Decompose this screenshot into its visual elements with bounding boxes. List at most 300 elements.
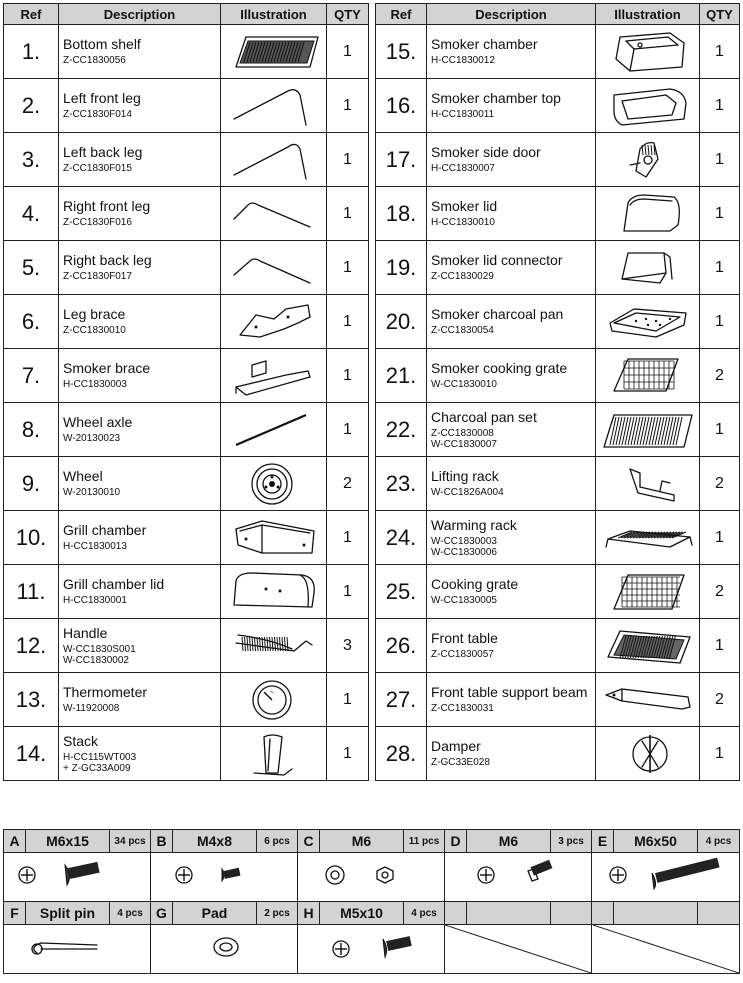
hardware-count: 4 pcs: [698, 830, 740, 853]
part-qty: 1: [327, 295, 369, 349]
smoker-chamber-icon: [600, 27, 696, 77]
part-illustration: [596, 241, 700, 295]
part-code: W-20130010: [63, 487, 121, 498]
part-illustration: [221, 79, 327, 133]
part-description: [59, 565, 221, 619]
part-name: Left front leg: [63, 90, 141, 106]
empty-cell: [551, 902, 592, 925]
hardware-name: M6x50: [614, 830, 698, 853]
part-qty: 1: [700, 25, 740, 79]
part-illustration: [596, 187, 700, 241]
part-name: Smoker cooking grate: [431, 360, 568, 376]
empty-cell: [467, 902, 551, 925]
part-qty: 1: [700, 187, 740, 241]
part-code: + Z-GC33A009: [63, 762, 131, 774]
part-qty: 1: [327, 133, 369, 187]
part-illustration: [596, 79, 700, 133]
part-row: [376, 133, 740, 187]
parts-table-right: [375, 3, 740, 781]
part-ref: 9.: [4, 457, 59, 511]
part-description: [59, 295, 221, 349]
parts-table-header: [4, 4, 369, 25]
part-ref: 13.: [4, 673, 59, 727]
right-back-leg-icon: [226, 243, 322, 293]
bolt-m6x50-icon: [596, 855, 736, 899]
part-description: [427, 295, 596, 349]
empty-cell: [698, 902, 740, 925]
part-name: Smoker chamber: [431, 36, 538, 52]
part-qty: 2: [700, 565, 740, 619]
grill-chamber-lid-icon: [226, 567, 322, 617]
part-qty: 3: [327, 619, 369, 673]
part-codes: [63, 703, 220, 714]
part-ref: 16.: [376, 79, 427, 133]
part-qty: 1: [700, 727, 740, 781]
part-description: [427, 457, 596, 511]
hardware-letter: C: [298, 830, 320, 853]
grill-chamber-icon: [226, 513, 322, 563]
part-codes: [63, 541, 220, 552]
part-row: [376, 565, 740, 619]
thermometer-icon: [226, 675, 322, 725]
hardware-count: 6 pcs: [257, 830, 298, 853]
part-qty: 2: [700, 349, 740, 403]
part-name: Smoker lid connector: [431, 252, 563, 268]
hardware-header-row: [4, 830, 740, 853]
part-code: W-11920008: [63, 703, 120, 714]
hardware-count: 3 pcs: [551, 830, 592, 853]
part-row: [4, 619, 369, 673]
part-codes: [63, 109, 220, 120]
empty-slash: [593, 925, 739, 973]
part-qty: 1: [327, 25, 369, 79]
part-name: Front table: [431, 630, 498, 646]
damper-icon: [600, 729, 696, 779]
part-ref: 4.: [4, 187, 59, 241]
part-name: Wheel axle: [63, 414, 133, 430]
part-illustration: [596, 673, 700, 727]
part-qty: 1: [327, 565, 369, 619]
ref-header: Ref: [376, 4, 427, 25]
part-name: Smoker brace: [63, 360, 151, 376]
part-description: [59, 457, 221, 511]
hardware-letter: G: [151, 902, 173, 925]
part-row: [376, 457, 740, 511]
bolt-m5x10-icon: [301, 927, 441, 971]
part-ref: 19.: [376, 241, 427, 295]
empty-cell: [614, 902, 698, 925]
illustration-header: Illustration: [596, 4, 700, 25]
part-ref: 23.: [376, 457, 427, 511]
empty-hardware-cell: [592, 925, 740, 974]
part-code: H-CC1830003: [63, 379, 127, 390]
part-codes: [431, 379, 595, 390]
part-code: W-CC1830007: [431, 438, 497, 450]
part-row: [4, 25, 369, 79]
part-code: Z-CC1830008: [431, 427, 494, 439]
part-description: [427, 565, 596, 619]
part-ref: 22.: [376, 403, 427, 457]
part-row: [4, 133, 369, 187]
smoker-lid-icon: [600, 189, 696, 239]
part-ref: 27.: [376, 673, 427, 727]
smoker-charcoal-pan-icon: [600, 297, 696, 347]
part-code: W-CC1830010: [431, 379, 497, 390]
hardware-letter: F: [4, 902, 26, 925]
part-description: [59, 241, 221, 295]
part-description: [59, 133, 221, 187]
hardware-count: 2 pcs: [257, 902, 298, 925]
part-code: Z-CC1830F015: [63, 163, 132, 174]
part-name: Smoker lid: [431, 198, 498, 214]
bottom-shelf-icon: [226, 27, 322, 77]
part-row: [376, 673, 740, 727]
part-illustration: [221, 187, 327, 241]
part-row: [4, 673, 369, 727]
ref-header: Ref: [4, 4, 59, 25]
part-qty: 1: [327, 187, 369, 241]
part-description: [59, 25, 221, 79]
part-description: [427, 673, 596, 727]
qty-header: QTY: [327, 4, 369, 25]
bolt-m6x15-icon: [7, 855, 147, 899]
cooking-grate-icon: [600, 567, 696, 617]
wheel-icon: [226, 459, 322, 509]
part-description: [427, 511, 596, 565]
hardware-table: [3, 829, 740, 974]
part-row: [4, 511, 369, 565]
part-code: H-CC1830010: [431, 217, 495, 228]
part-description: [427, 187, 596, 241]
part-code: Z-GC33E028: [431, 757, 490, 768]
part-code: W-CC1830S001: [63, 643, 136, 655]
part-illustration: [596, 349, 700, 403]
part-code: Z-CC1830010: [63, 325, 126, 336]
smoker-lid-connector-icon: [600, 243, 696, 293]
part-row: [4, 79, 369, 133]
part-illustration: [596, 403, 700, 457]
part-name: Right back leg: [63, 252, 152, 268]
hardware-name: Pad: [173, 902, 257, 925]
hardware-count: 11 pcs: [404, 830, 445, 853]
charcoal-pan-set-icon: [600, 405, 696, 455]
part-qty: 1: [700, 133, 740, 187]
part-code: Z-CC1830057: [431, 649, 494, 660]
front-table-icon: [600, 621, 696, 671]
hardware-name: M6: [467, 830, 551, 853]
part-illustration: [221, 241, 327, 295]
part-ref: 12.: [4, 619, 59, 673]
part-description: [427, 241, 596, 295]
description-header: Description: [59, 4, 221, 25]
part-name: Bottom shelf: [63, 36, 141, 52]
part-ref: 10.: [4, 511, 59, 565]
hardware-image-row: [4, 853, 740, 902]
part-ref: 5.: [4, 241, 59, 295]
empty-slash: [445, 925, 591, 973]
part-row: [4, 187, 369, 241]
part-description: [59, 727, 221, 781]
part-illustration: [596, 619, 700, 673]
part-name: Smoker side door: [431, 144, 541, 160]
part-illustration: [221, 349, 327, 403]
part-ref: 8.: [4, 403, 59, 457]
part-code: H-CC1830007: [431, 163, 495, 174]
part-code: Z-CC1830056: [63, 55, 126, 66]
part-description: [59, 619, 221, 673]
part-ref: 14.: [4, 727, 59, 781]
part-row: [4, 349, 369, 403]
part-description: [427, 727, 596, 781]
pad-icon: [154, 927, 294, 971]
hardware-illustration: [151, 853, 298, 902]
hardware-illustration: [4, 853, 151, 902]
hardware-letter: A: [4, 830, 26, 853]
part-name: Handle: [63, 624, 108, 641]
part-code: Z-CC1830029: [431, 271, 494, 282]
part-illustration: [221, 727, 327, 781]
part-name: Damper: [431, 738, 481, 754]
part-codes: [431, 428, 595, 450]
part-qty: 1: [327, 349, 369, 403]
smoker-chamber-top-icon: [600, 81, 696, 131]
part-codes: [431, 55, 595, 66]
part-illustration: [221, 133, 327, 187]
part-code: W-CC1830003: [431, 535, 497, 547]
hardware-name: M6x15: [26, 830, 110, 853]
part-ref: 24.: [376, 511, 427, 565]
part-row: [376, 511, 740, 565]
part-codes: [63, 55, 220, 66]
part-ref: 6.: [4, 295, 59, 349]
part-description: [59, 79, 221, 133]
part-code: Z-CC1830F014: [63, 109, 132, 120]
part-code: H-CC1830011: [431, 109, 495, 120]
smoker-brace-icon: [226, 351, 322, 401]
part-name: Smoker charcoal pan: [431, 306, 564, 322]
part-codes: [431, 757, 595, 768]
part-name: Grill chamber lid: [63, 576, 165, 592]
hardware-name: M4x8: [173, 830, 257, 853]
part-codes: [431, 649, 595, 660]
part-name: Left back leg: [63, 144, 143, 160]
hardware-illustration: [298, 853, 445, 902]
empty-cell: [592, 902, 614, 925]
leg-brace-icon: [226, 297, 322, 347]
part-description: [427, 349, 596, 403]
bolt-m4x8-icon: [154, 855, 294, 899]
shoulder-bolt-icon: [448, 855, 588, 899]
part-row: [4, 727, 369, 781]
part-ref: 21.: [376, 349, 427, 403]
part-code: W-20130023: [63, 433, 121, 444]
part-code: W-CC1830005: [431, 595, 497, 606]
part-ref: 7.: [4, 349, 59, 403]
hardware-count: 34 pcs: [110, 830, 151, 853]
part-codes: [431, 325, 595, 336]
washer-nut-icon: [301, 855, 441, 899]
part-illustration: [221, 565, 327, 619]
part-code: Z-CC1830031: [431, 703, 494, 714]
part-codes: [431, 595, 595, 606]
hardware-illustration: [592, 853, 740, 902]
part-illustration: [221, 403, 327, 457]
hardware-count: 4 pcs: [110, 902, 151, 925]
part-illustration: [596, 511, 700, 565]
part-name: Wheel: [63, 468, 103, 484]
front-table-support-beam-icon: [600, 675, 696, 725]
part-codes: [63, 163, 220, 174]
part-ref: 26.: [376, 619, 427, 673]
hardware-header-row: [4, 902, 740, 925]
warming-rack-icon: [600, 513, 696, 563]
part-code: Z-CC1830F016: [63, 217, 132, 228]
part-row: [4, 565, 369, 619]
part-row: [376, 25, 740, 79]
empty-cell: [445, 902, 467, 925]
part-row: [376, 79, 740, 133]
part-code: Z-CC1830F017: [63, 271, 132, 282]
part-qty: 2: [327, 457, 369, 511]
hardware-count: 4 pcs: [404, 902, 445, 925]
part-ref: 11.: [4, 565, 59, 619]
part-codes: [63, 379, 220, 390]
part-row: [376, 295, 740, 349]
part-description: [59, 673, 221, 727]
part-ref: 28.: [376, 727, 427, 781]
part-codes: [63, 487, 220, 498]
part-qty: 1: [327, 403, 369, 457]
part-row: [4, 295, 369, 349]
handle-icon: [226, 621, 322, 671]
part-row: [376, 727, 740, 781]
part-codes: [63, 217, 220, 228]
part-description: [59, 511, 221, 565]
part-qty: 2: [700, 457, 740, 511]
part-ref: 20.: [376, 295, 427, 349]
part-codes: [431, 217, 595, 228]
part-qty: 1: [327, 241, 369, 295]
part-illustration: [221, 457, 327, 511]
part-illustration: [596, 295, 700, 349]
part-codes: [63, 325, 220, 336]
hardware-letter: D: [445, 830, 467, 853]
part-row: [4, 403, 369, 457]
part-code: Z-CC1830054: [431, 325, 494, 336]
left-front-leg-icon: [226, 81, 322, 131]
part-name: Thermometer: [63, 684, 148, 700]
part-ref: 18.: [376, 187, 427, 241]
part-qty: 1: [700, 403, 740, 457]
part-ref: 3.: [4, 133, 59, 187]
hardware-illustration: [4, 925, 151, 974]
qty-header: QTY: [700, 4, 740, 25]
part-ref: 1.: [4, 25, 59, 79]
part-codes: [431, 163, 595, 174]
hardware-letter: E: [592, 830, 614, 853]
hardware-image-row: [4, 925, 740, 974]
part-code: W-CC1826A004: [431, 487, 504, 498]
part-row: [4, 457, 369, 511]
stack-icon: [226, 729, 322, 779]
part-description: [427, 79, 596, 133]
split-pin-icon: [7, 927, 147, 971]
part-code: H-CC115WT003: [63, 751, 137, 763]
part-code: H-CC1830013: [63, 541, 127, 552]
part-illustration: [596, 565, 700, 619]
part-description: [427, 133, 596, 187]
part-row: [376, 349, 740, 403]
part-codes: [63, 752, 220, 774]
description-header: Description: [427, 4, 596, 25]
part-description: [59, 403, 221, 457]
part-illustration: [221, 25, 327, 79]
part-codes: [431, 271, 595, 282]
hardware-illustration: [445, 853, 592, 902]
part-name: Leg brace: [63, 306, 126, 322]
part-codes: [63, 433, 220, 444]
part-row: [376, 187, 740, 241]
smoker-cooking-grate-icon: [600, 351, 696, 401]
part-name: Cooking grate: [431, 576, 519, 592]
parts-table-left: [3, 3, 369, 781]
part-description: [427, 25, 596, 79]
part-qty: 1: [327, 673, 369, 727]
part-codes: [431, 109, 595, 120]
part-qty: 1: [700, 619, 740, 673]
part-codes: [63, 644, 220, 666]
hardware-illustration: [151, 925, 298, 974]
illustration-header: Illustration: [221, 4, 327, 25]
part-name: Grill chamber: [63, 522, 147, 538]
left-back-leg-icon: [226, 135, 322, 185]
part-codes: [431, 703, 595, 714]
part-codes: [63, 271, 220, 282]
part-qty: 1: [327, 511, 369, 565]
part-qty: 1: [327, 79, 369, 133]
part-row: [4, 241, 369, 295]
part-illustration: [596, 727, 700, 781]
lifting-rack-icon: [600, 459, 696, 509]
part-name: Front table support beam: [431, 684, 588, 700]
part-name: Smoker chamber top: [431, 90, 561, 106]
part-qty: 1: [700, 241, 740, 295]
empty-hardware-cell: [445, 925, 592, 974]
hardware-name: M5x10: [320, 902, 404, 925]
right-front-leg-icon: [226, 189, 322, 239]
part-code: H-CC1830001: [63, 595, 127, 606]
part-illustration: [221, 511, 327, 565]
part-illustration: [596, 457, 700, 511]
part-row: [376, 241, 740, 295]
part-qty: 1: [700, 79, 740, 133]
part-illustration: [596, 133, 700, 187]
part-description: [59, 187, 221, 241]
part-name: Warming rack: [431, 516, 517, 533]
part-code: H-CC1830012: [431, 55, 495, 66]
part-name: Right front leg: [63, 198, 151, 214]
part-code: W-CC1830002: [63, 654, 129, 666]
part-illustration: [221, 673, 327, 727]
part-qty: 1: [700, 511, 740, 565]
part-row: [376, 403, 740, 457]
parts-table-header: [376, 4, 740, 25]
hardware-letter: H: [298, 902, 320, 925]
part-ref: 25.: [376, 565, 427, 619]
part-code: W-CC1830006: [431, 546, 497, 558]
hardware-name: Split pin: [26, 902, 110, 925]
part-illustration: [596, 25, 700, 79]
